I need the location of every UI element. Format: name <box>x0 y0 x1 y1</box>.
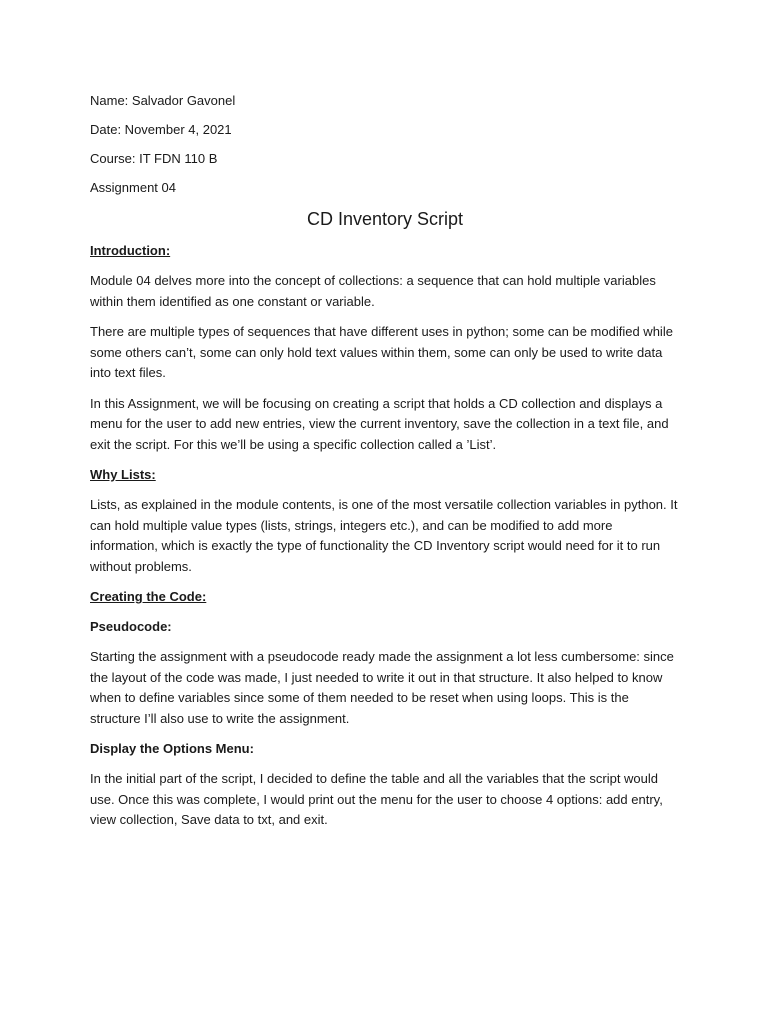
introduction-heading: Introduction: <box>90 243 171 258</box>
introduction-paragraph-3: In this Assignment, we will be focusing on creating a script that holds a CD collection and displays a menu for the user to add new entries, view the current inventory, save the collection in a text file, and exit the script. For this we’ll be using a specific collection called a ’List’. <box>90 395 669 452</box>
introduction-paragraph-2: There are multiple types of sequences that have different uses in python; some can be modified while some others can’t, some can only hold text values within them, some can only be used to write data into text files. <box>90 324 673 380</box>
assignment-label: Assignment 04 <box>90 180 176 195</box>
document-content <box>90 92 680 841</box>
document-date: Date: November 4, 2021 <box>90 122 232 137</box>
author-name: Name: Salvador Gavonel <box>90 93 236 108</box>
why-lists-heading: Why Lists: <box>90 467 156 482</box>
creating-code-heading: Creating the Code: <box>90 589 207 604</box>
why-lists-paragraph: Lists, as explained in the module contents, is one of the most versatile collection variables in python. It can hold multiple value types (lists, strings, integers etc.), and can be modified to add more information, which is exactly the type of functionality the CD Inventory script would need for it to run without problems. <box>90 497 678 574</box>
document-title: CD Inventory Script <box>306 209 464 229</box>
introduction-paragraph-1: Module 04 delves more into the concept of collections: a sequence that can hold multiple variables within them identified as one constant or variable. <box>90 273 656 309</box>
display-menu-paragraph: In the initial part of the script, I decided to define the table and all the variables that the script would use. Once this was complete, I would print out the menu for the user to choose 4 options: add entry, view collection, Save data to txt, and exit. <box>90 771 663 827</box>
pseudocode-heading: Pseudocode: <box>90 619 172 634</box>
pseudocode-paragraph: Starting the assignment with a pseudocode ready made the assignment a lot less cumbersome: since the layout of the code was made, I just needed to write it out in that structure. It also helped to know when to define variables since some of them needed to be reset when using loops. This is the structure I’ll also use to write the assignment. <box>90 649 674 726</box>
course-label: Course: IT FDN 110 B <box>90 151 218 166</box>
display-menu-heading: Display the Options Menu: <box>90 741 254 756</box>
